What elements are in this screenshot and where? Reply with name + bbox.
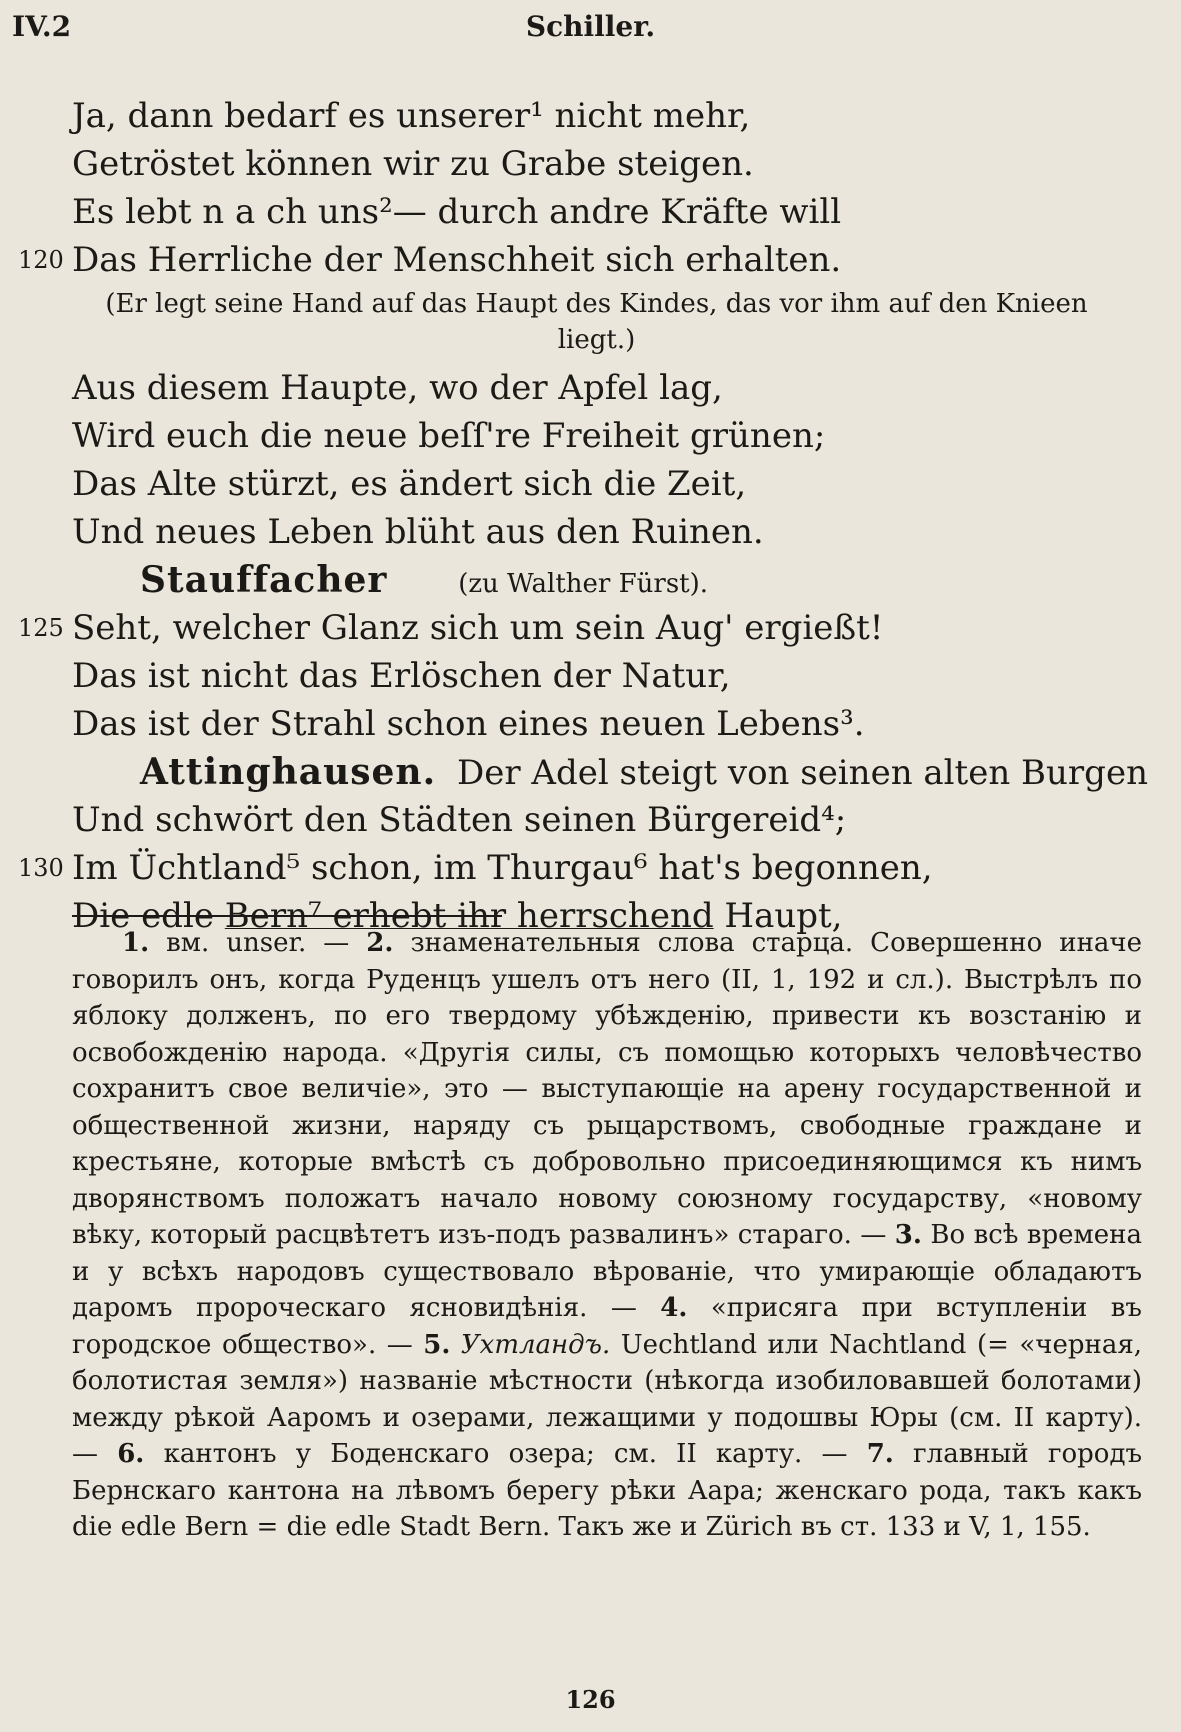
verse-line: Die edle Bern⁷ erhebt ihr herrschend Haupt,	[72, 896, 843, 936]
footnote-number: 7.	[866, 1439, 894, 1469]
verse-line: Das Alte stürzt, es ändert sich die Zeit,	[72, 464, 747, 504]
line-number: 130	[18, 854, 64, 882]
verse-block	[0, 92, 1181, 940]
act-scene-label: IV.2	[12, 10, 72, 43]
line-number: 125	[18, 614, 64, 642]
page-number: 126	[565, 1685, 616, 1714]
footnote-number: 6.	[117, 1439, 145, 1469]
stage-direction: (zu Walther Fürst).	[458, 569, 709, 599]
underlined-text: Bern⁷ erhebt ihr herrschend	[224, 896, 714, 936]
page-header	[0, 8, 1181, 48]
footnote-number: 5.	[423, 1329, 451, 1360]
verse-line: Und schwört den Städten seinen Bürgereid⁴;	[72, 800, 847, 840]
speaker-line	[0, 556, 1181, 604]
verse-line: Wird euch die neue beſſ're Freiheit grünen;	[72, 416, 826, 456]
verse-line: 120 Das Herrliche der Menschheit sich erhalten.	[0, 236, 1181, 284]
verse-line: 125 Seht, welcher Glanz sich um sein Aug' ergießt!	[0, 604, 1181, 652]
footnote-number: 2.	[366, 928, 394, 958]
verse-line: Es lebt n a ch uns²— durch andre Kräfte will	[72, 192, 842, 232]
verse-line: Das ist der Strahl schon eines neuen Lebens³.	[72, 704, 865, 744]
verse-text: Der Adel steigt von seinen alten Burgen	[456, 753, 1148, 793]
verse-line: Ja, dann bedarf es unserer¹ nicht mehr,	[72, 96, 751, 136]
footnote-number: 1.	[122, 928, 150, 958]
verse-line: Und neues Leben blüht aus den Ruinen.	[72, 512, 764, 552]
footnotes: 1. вм. unser. — 2. знаменательныя слова старца. Совершенно иначе говорилъ онъ, когда Руденцъ ушелъ отъ него (II, 1, 192 и сл.). Выстрѣлъ по яблоку долженъ, по его твердому убѣжденію, привести къ возстанію и освобожденію народа. «Другія силы, съ помощью которыхъ человѣчество сохранитъ свое величіе», это — выступающіе на арену государственной и общественной жизни, наряду съ рыцарствомъ, свободные граждане и крестьяне, которые вмѣстѣ съ добровольно присоединяющимся къ нимъ дворянствомъ положатъ начало новому союзному государству, «новому вѣку, который расцвѣтетъ изъ-подъ развалинъ» стараго. — 3. Во всѣ времена и у всѣхъ народовъ существовало вѣрованіе, что умирающіе обладаютъ даромъ пророческаго ясновидѣнія. — 4. «присяга при вступленіи въ городское общество». — 5. Ухтландъ. Uechtland или Nachtland (= «черная, болотистая земля») названіе мѣстности (нѣкогда изобиловавшей болотами) между рѣкой Ааромъ и озерами, лежащими у подошвы Юры (см. II карту). — 6. кантонъ у Боденскаго озера; см. II карту. — 7. главный городъ Бернскаго кантона на лѣвомъ берегу рѣки Аара; женскаго рода, такъ какъ die edle Bern = die edle Stadt Bern. Такъ же и Zürich въ ст. 133 и V, 1, 155.	[72, 928, 1143, 1542]
speaker-line	[0, 748, 1181, 796]
verse-line: 130 Im Üchtland⁵ schon, im Thurgau⁶ hat's begonnen,	[0, 844, 1181, 892]
line-number: 120	[18, 246, 64, 274]
verse-line: Aus diesem Haupte, wo der Apfel lag,	[72, 368, 723, 408]
footnote-term: Ухтландъ.	[450, 1329, 611, 1360]
running-title: Schiller.	[525, 10, 656, 43]
verse-line: Getröstet können wir zu Grabe steigen.	[72, 144, 754, 184]
footnote-number: 4.	[660, 1293, 688, 1323]
verse-line: Das ist nicht das Erlöschen der Natur,	[72, 656, 731, 696]
footnote-number: 3.	[894, 1220, 922, 1250]
speaker-name: Stauffacher	[140, 559, 388, 601]
speaker-name: Attinghausen.	[140, 751, 437, 793]
footnote-divider	[72, 915, 502, 917]
stage-direction: (Er legt seine Hand auf das Haupt des Kindes, das vor ihm auf den Knieen liegt.)	[105, 289, 1088, 355]
